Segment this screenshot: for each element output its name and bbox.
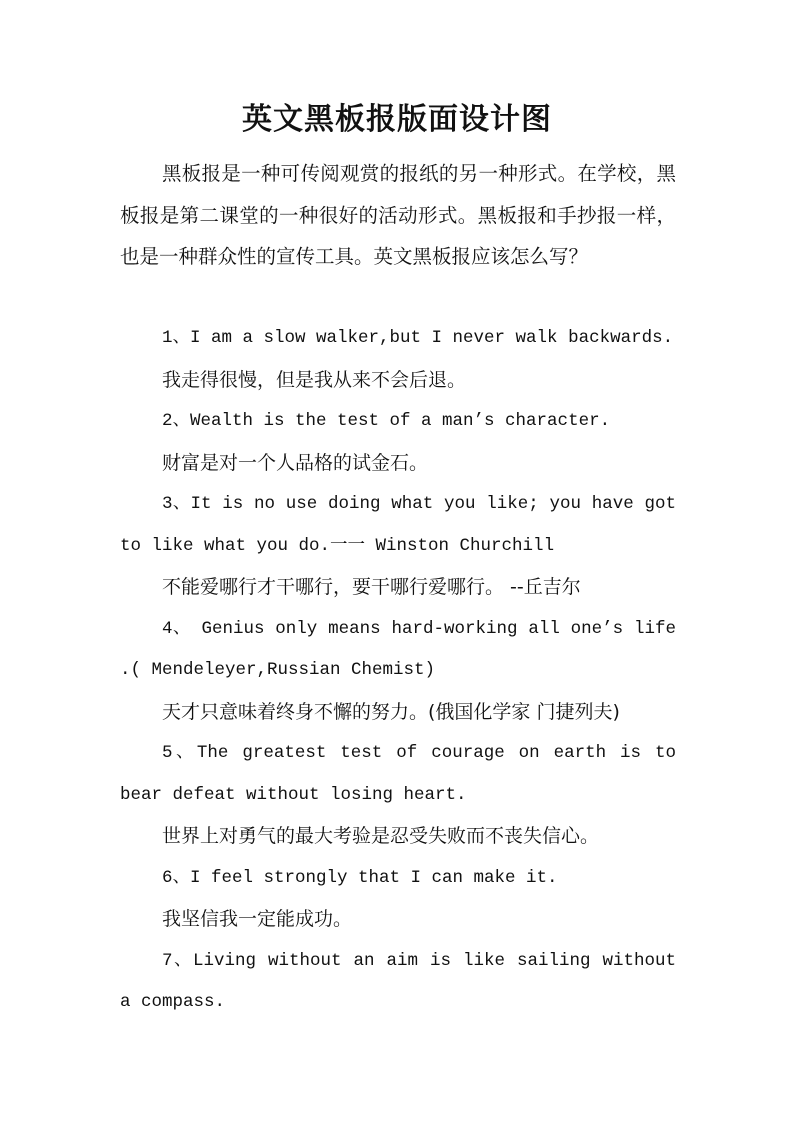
quote-en-1: 1、I am a slow walker,but I never walk backwards. xyxy=(162,328,674,348)
intro-paragraph: 黑板报是一种可传阅观赏的报纸的另一种形式。在学校，黑板报是第二课堂的一种很好的活动形式。黑板报和手抄报一样，也是一种群众性的宣传工具。英文黑板报应该怎么写？ xyxy=(120,162,676,268)
quote-zh-5: 世界上对勇气的最大考验是忍受失败而不丧失信心。 xyxy=(162,825,600,847)
quote-en-4: 4、 Genius only means hard-working all one’s life .( Mendeleyer,Russian Chemist) xyxy=(120,618,676,680)
quote-en-5: 5、The greatest test of courage on earth is to bear defeat without losing heart. xyxy=(120,743,676,805)
quote-en-3: 3、It is no use doing what you like; you have got to like what you do.一一 Winston Churchill xyxy=(120,494,676,556)
quote-en-7: 7、Living without an aim is like sailing without a compass. xyxy=(120,950,676,1012)
quote-zh-2: 财富是对一个人品格的试金石。 xyxy=(162,451,429,474)
quote-zh-1: 我走得很慢，但是我从来不会后退。 xyxy=(162,368,467,391)
document-title: 英文黑板报版面设计图 xyxy=(242,102,552,137)
quote-list xyxy=(120,318,676,1024)
quote-zh-3: 不能爱哪行才干哪行，要干哪行爱哪行。 --丘吉尔 xyxy=(162,576,581,598)
quote-en-6: 6、I feel strongly that I can make it. xyxy=(162,867,558,888)
quote-zh-4: 天才只意味着终身不懈的努力。(俄国化学家 门捷列夫) xyxy=(162,700,620,723)
quote-zh-6: 我坚信我一定能成功。 xyxy=(162,908,353,930)
quote-en-2: 2、Wealth is the test of a man’s character. xyxy=(162,411,611,431)
